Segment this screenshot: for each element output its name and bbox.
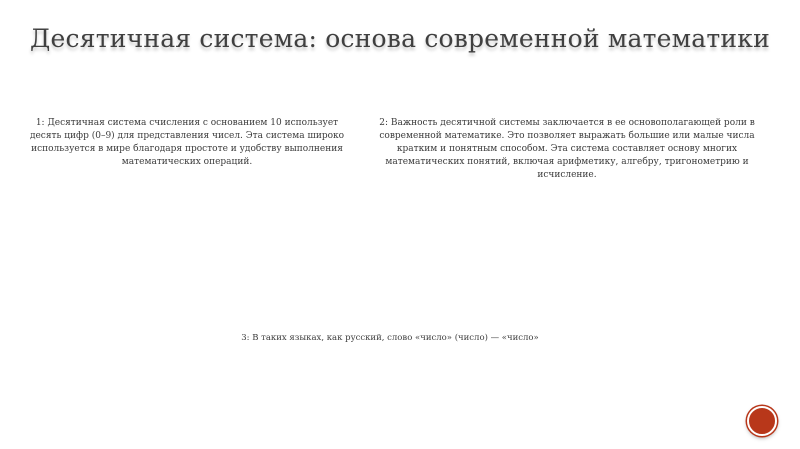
text-block-1: 1: Десятичная система счисления с основанием 10 использует десять цифр (0–9) для представления чисел. Эта система широко используется в мире благодаря простоте и удобству выполнения математических операций. (29, 118, 345, 167)
circle-button-icon[interactable] (747, 406, 777, 436)
text-block-2: 2: Важность десятичной системы заключается в ее основополагающей роли в современной математике. Это позволяет выражать большие или малые числа кратким и понятным способом. Эта система составляет основу многих математических понятий, включая арифметику, алгебру, тригонометрию и исчисление. (379, 118, 755, 180)
slide-title: Десятичная система: основа современной математики (30, 24, 770, 53)
text-block-3: 3: В таких языках, как русский, слово «число» (число) — «число» (241, 333, 539, 343)
